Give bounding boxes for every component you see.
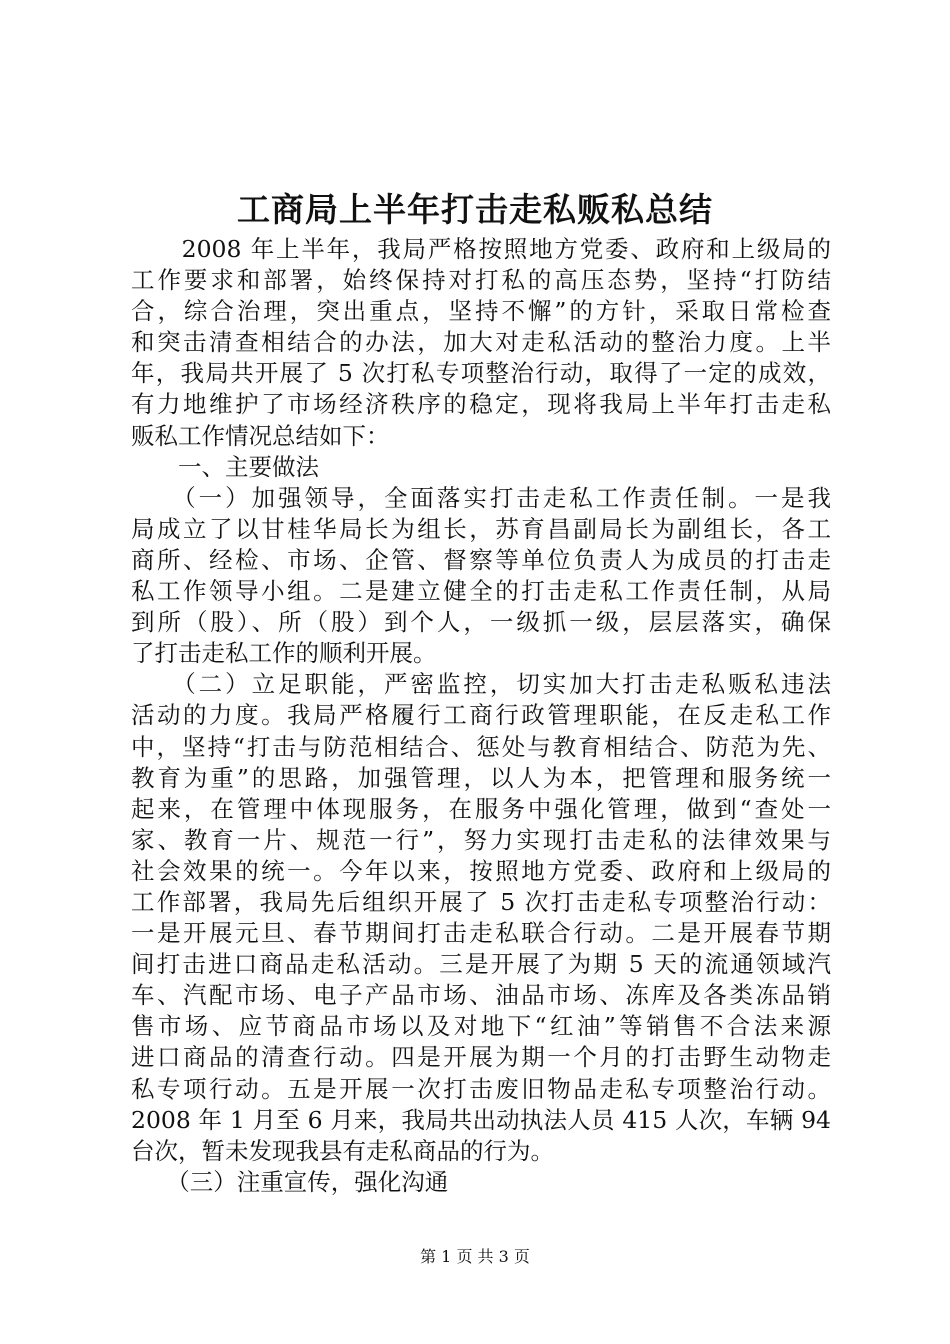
body-line: 一、主要做法 (131, 452, 319, 481)
body-line: 中，坚持“打击与防范相结合、惩处与教育相结合、防范为先、 (131, 732, 831, 761)
body-line: （二）立足职能，严密监控，切实加大打击走私贩私违法 (131, 670, 831, 699)
body-line: 工作部署，我局先后组织开展了 5 次打击走私专项整治行动： (131, 887, 831, 916)
body-line: 私专项行动。五是开展一次打击废旧物品走私专项整治行动。 (131, 1074, 831, 1103)
document-title: 工商局上半年打击走私贩私总结 (237, 190, 713, 229)
body-line: 教育为重”的思路，加强管理，以人为本，把管理和服务统一 (131, 763, 831, 792)
body-line: 有力地维护了市场经济秩序的稳定，现将我局上半年打击走私 (131, 390, 831, 419)
body-line: 贩私工作情况总结如下： (131, 421, 390, 450)
body-line: （三）注重宣传，强化沟通 (131, 1167, 449, 1196)
document-body (131, 234, 831, 1198)
body-line: 一是开展元旦、春节期间打击走私联合行动。二是开展春节期 (131, 919, 831, 948)
body-line: 商所、经检、市场、企管、督察等单位负责人为成员的打击走 (131, 545, 831, 574)
page-indicator: 第 1 页 共 3 页 (420, 1247, 530, 1266)
body-line: 进口商品的清查行动。四是开展为期一个月的打击野生动物走 (131, 1043, 831, 1072)
body-line: 和突击清查相结合的办法，加大对走私活动的整治力度。上半 (131, 328, 831, 357)
body-line: 台次，暂未发现我县有走私商品的行为。 (131, 1136, 554, 1165)
body-line: 车、汽配市场、电子产品市场、油品市场、冻库及各类冻品销 (131, 981, 831, 1010)
body-line: 活动的力度。我局严格履行工商行政管理职能，在反走私工作 (131, 701, 831, 730)
body-line: 售市场、应节商品市场以及对地下“红油”等销售不合法来源 (131, 1012, 831, 1041)
body-line: 社会效果的统一。今年以来，按照地方党委、政府和上级局的 (131, 856, 831, 885)
body-line: 合，综合治理，突出重点，坚持不懈”的方针，采取日常检查 (131, 297, 831, 326)
body-line: （一）加强领导，全面落实打击走私工作责任制。一是我 (131, 483, 831, 512)
body-line: 私工作领导小组。二是建立健全的打击走私工作责任制，从局 (131, 577, 831, 606)
body-line: 2008 年上半年，我局严格按照地方党委、政府和上级局的 (131, 235, 831, 263)
body-line: 了打击走私工作的顺利开展。 (131, 639, 437, 668)
body-line: 间打击进口商品走私活动。三是开展了为期 5 天的流通领域汽 (131, 950, 831, 979)
body-line: 到所（股）、所（股）到个人，一级抓一级，层层落实，确保 (131, 608, 831, 637)
body-line: 家、教育一片、规范一行”，努力实现打击走私的法律效果与 (131, 825, 831, 854)
body-line: 起来，在管理中体现服务，在服务中强化管理，做到“查处一 (131, 794, 831, 823)
body-line: 局成立了以甘桂华局长为组长，苏育昌副局长为副组长，各工 (131, 514, 831, 543)
body-line: 工作要求和部署，始终保持对打私的高压态势，坚持“打防结 (131, 266, 831, 295)
body-line: 2008 年 1 月至 6 月来，我局共出动执法人员 415 人次，车辆 94 (131, 1105, 831, 1134)
body-line: 年，我局共开展了 5 次打私专项整治行动，取得了一定的成效， (131, 359, 831, 388)
